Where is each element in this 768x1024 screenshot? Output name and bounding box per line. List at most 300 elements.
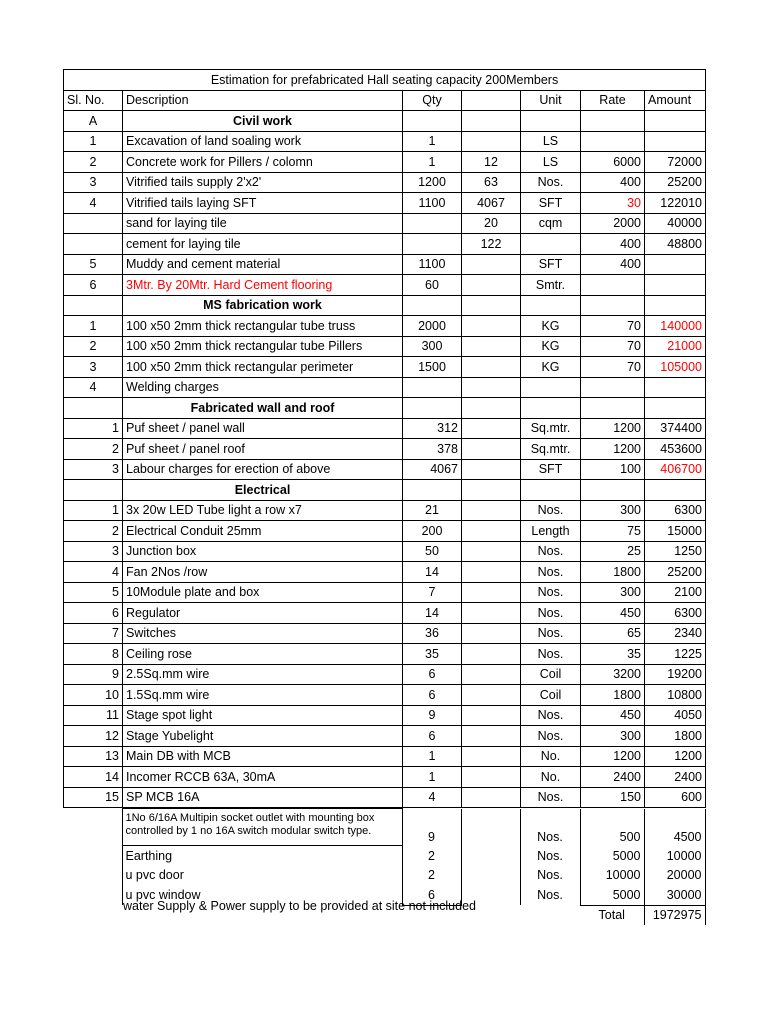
item-row: [64, 603, 706, 624]
row-unit: Nos.: [521, 562, 581, 583]
empty-cell: [581, 295, 645, 316]
row-unit: Nos.: [521, 172, 581, 193]
item-row: [64, 172, 706, 193]
row-extra-qty: [462, 664, 521, 685]
section-row: [64, 480, 706, 501]
row-unit: Nos.: [521, 705, 581, 726]
row-sl-no: 1: [64, 316, 123, 337]
empty-cell: [645, 295, 706, 316]
item-row: [64, 562, 706, 583]
row-unit: SFT: [521, 459, 581, 480]
row-qty: 35: [403, 644, 462, 665]
row-rate: [581, 377, 645, 398]
estimation-sheet: [63, 69, 705, 925]
row-unit: [521, 377, 581, 398]
empty-cell: [462, 398, 521, 419]
row-rate: 400: [581, 172, 645, 193]
row-unit: KG: [521, 336, 581, 357]
row-extra-qty: [462, 439, 521, 460]
section-title: MS fabrication work: [123, 295, 403, 316]
row-extra-qty: 63: [462, 172, 521, 193]
row-rate: 2000: [581, 213, 645, 234]
row-rate: 300: [581, 582, 645, 603]
row-description: Vitrified tails laying SFT: [123, 193, 403, 214]
total-value: 1972975: [644, 905, 705, 925]
row-description: 100 x50 2mm thick rectangular perimeter: [123, 357, 403, 378]
site-note: water Supply & Power supply to be provided at site not included: [123, 899, 476, 913]
row-extra-qty: 20: [462, 213, 521, 234]
empty-cell: [581, 398, 645, 419]
row-description: Welding charges: [123, 377, 403, 398]
row-extra-qty: [462, 787, 521, 808]
row-description: Muddy and cement material: [123, 254, 403, 275]
row-description: Stage Yubelight: [123, 726, 403, 747]
row-extra-qty: [462, 131, 521, 152]
row-description: Earthing: [122, 846, 402, 866]
row-unit: No.: [521, 767, 581, 788]
row-description: 100 x50 2mm thick rectangular tube truss: [123, 316, 403, 337]
row-unit: Smtr.: [521, 275, 581, 296]
row-amount: 2400: [645, 767, 706, 788]
row-qty: 1: [403, 746, 462, 767]
row-description: cement for laying tile: [123, 234, 403, 255]
row-unit: LS: [521, 131, 581, 152]
empty-cell: [645, 398, 706, 419]
row-unit: Nos.: [521, 582, 581, 603]
row-rate: 2400: [581, 767, 645, 788]
row-description: 1No 6/16A Multipin socket outlet with mounting box controlled by 1 no 16A switch modular switch type.: [122, 809, 402, 846]
row-unit: LS: [521, 152, 581, 173]
row-description: Stage spot light: [123, 705, 403, 726]
row-sl-no: 5: [64, 254, 123, 275]
empty-cell: [521, 295, 581, 316]
blank-cell: [63, 905, 122, 925]
section-title: Fabricated wall and roof: [123, 398, 403, 419]
row-qty: [403, 213, 462, 234]
row-sl-no: [64, 234, 123, 255]
item-row: [64, 582, 706, 603]
row-sl-no: 6: [64, 603, 123, 624]
row-rate: 1800: [581, 685, 645, 706]
row-extra-qty: [462, 377, 521, 398]
row-unit: Sq.mtr.: [521, 418, 581, 439]
row-qty: 4: [403, 787, 462, 808]
row-extra-qty: [462, 336, 521, 357]
row-description: 2.5Sq.mm wire: [123, 664, 403, 685]
header-amount: Amount: [645, 90, 706, 111]
row-sl-no: [64, 213, 123, 234]
row-rate: 10000: [580, 866, 644, 886]
row-sl-no: 3: [64, 459, 123, 480]
row-unit: Nos.: [521, 787, 581, 808]
row-unit: Nos.: [521, 644, 581, 665]
title-row: [64, 70, 706, 91]
item-row: [64, 275, 706, 296]
row-description: Electrical Conduit 25mm: [123, 521, 403, 542]
row-description: Switches: [123, 623, 403, 644]
row-unit: Nos.: [520, 846, 580, 866]
row-rate: 70: [581, 336, 645, 357]
row-extra-qty: 4067: [462, 193, 521, 214]
row-amount: 140000: [645, 316, 706, 337]
row-qty: 2: [402, 846, 461, 866]
row-qty: 6: [403, 685, 462, 706]
empty-cell: [521, 398, 581, 419]
row-sl-no: 3: [64, 172, 123, 193]
item-row: [64, 541, 706, 562]
row-amount: 10000: [644, 846, 705, 866]
row-sl-no: 3: [64, 357, 123, 378]
row-rate: 5000: [580, 885, 644, 905]
row-sl-no: 7: [64, 623, 123, 644]
row-amount: 122010: [645, 193, 706, 214]
row-sl-no: 2: [64, 521, 123, 542]
row-extra-qty: [462, 582, 521, 603]
empty-cell: [403, 480, 462, 501]
header-rate: Rate: [581, 90, 645, 111]
empty-cell: [403, 398, 462, 419]
empty-cell: [581, 480, 645, 501]
row-sl-no: 9: [64, 664, 123, 685]
row-amount: 10800: [645, 685, 706, 706]
item-row: [64, 336, 706, 357]
row-extra-qty: 12: [462, 152, 521, 173]
item-row: [64, 459, 706, 480]
row-description: Ceiling rose: [123, 644, 403, 665]
row-description: Vitrified tails supply 2'x2': [123, 172, 403, 193]
row-extra-qty: [462, 603, 521, 624]
header-extra: [462, 90, 521, 111]
blank-cell: [520, 905, 580, 925]
row-description: sand for laying tile: [123, 213, 403, 234]
row-sl-no: 14: [64, 767, 123, 788]
row-qty: 36: [403, 623, 462, 644]
row-amount: 406700: [645, 459, 706, 480]
row-amount: [645, 254, 706, 275]
item-row: [64, 623, 706, 644]
row-qty: 1100: [403, 193, 462, 214]
row-qty: 1100: [403, 254, 462, 275]
row-qty: 6: [403, 664, 462, 685]
row-rate: 400: [581, 254, 645, 275]
item-row: [64, 521, 706, 542]
row-unit: SFT: [521, 193, 581, 214]
estimation-table: [63, 69, 706, 808]
row-amount: 374400: [645, 418, 706, 439]
blank-cell: [63, 866, 122, 886]
header-sl-no: Sl. No.: [64, 90, 123, 111]
empty-cell: [521, 111, 581, 132]
empty-cell: [645, 111, 706, 132]
row-rate: 70: [581, 316, 645, 337]
row-sl-no: 4: [64, 562, 123, 583]
row-unit: Nos.: [521, 623, 581, 644]
item-row: [64, 787, 706, 808]
empty-cell: [462, 480, 521, 501]
sheet-title: Estimation for prefabricated Hall seating capacity 200Members: [64, 70, 706, 91]
row-sl-no: 10: [64, 685, 123, 706]
row-amount: 19200: [645, 664, 706, 685]
row-description: u pvc door: [122, 866, 402, 886]
row-unit: Nos.: [521, 726, 581, 747]
row-description: Excavation of land soaling work: [123, 131, 403, 152]
row-rate: 300: [581, 726, 645, 747]
row-qty: 60: [403, 275, 462, 296]
row-extra-qty: [461, 809, 520, 846]
row-extra-qty: [462, 275, 521, 296]
row-qty: 6: [403, 726, 462, 747]
row-sl-no: 15: [64, 787, 123, 808]
row-qty: 21: [403, 500, 462, 521]
row-description: Fan 2Nos /row: [123, 562, 403, 583]
row-sl-no: 1: [64, 418, 123, 439]
empty-cell: [403, 111, 462, 132]
row-qty: 1: [403, 152, 462, 173]
row-amount: 6300: [645, 603, 706, 624]
row-extra-qty: [462, 726, 521, 747]
row-extra-qty: [462, 746, 521, 767]
row-extra-qty: [462, 623, 521, 644]
section-title: Electrical: [123, 480, 403, 501]
row-sl-no: 13: [64, 746, 123, 767]
row-rate: 75: [581, 521, 645, 542]
row-unit: Coil: [521, 685, 581, 706]
row-qty: 378: [403, 439, 462, 460]
header-description: Description: [123, 90, 403, 111]
row-amount: 453600: [645, 439, 706, 460]
item-row: [64, 316, 706, 337]
row-qty: 300: [403, 336, 462, 357]
row-qty: 2: [402, 866, 461, 886]
row-qty: 1500: [403, 357, 462, 378]
row-qty: 200: [403, 521, 462, 542]
row-qty: 14: [403, 562, 462, 583]
row-description: 3Mtr. By 20Mtr. Hard Cement flooring: [123, 275, 403, 296]
row-amount: 48800: [645, 234, 706, 255]
row-rate: 35: [581, 644, 645, 665]
row-extra-qty: [462, 459, 521, 480]
empty-cell: [462, 295, 521, 316]
row-qty: 50: [403, 541, 462, 562]
total-label: Total: [580, 905, 644, 925]
row-extra-qty: [462, 685, 521, 706]
item-row: [64, 418, 706, 439]
row-unit: Nos.: [520, 809, 580, 846]
row-rate: 100: [581, 459, 645, 480]
item-row: [64, 357, 706, 378]
row-amount: [645, 377, 706, 398]
item-row: [64, 746, 706, 767]
row-qty: 9: [403, 705, 462, 726]
row-rate: 400: [581, 234, 645, 255]
row-sl-no: 2: [64, 152, 123, 173]
row-sl-no: [64, 480, 123, 501]
row-sl-no: 3: [64, 541, 123, 562]
blank-cell: [63, 846, 122, 866]
row-amount: 25200: [645, 562, 706, 583]
header-qty: Qty: [403, 90, 462, 111]
row-description: 100 x50 2mm thick rectangular tube Pillers: [123, 336, 403, 357]
row-sl-no: 8: [64, 644, 123, 665]
row-rate: 70: [581, 357, 645, 378]
row-sl-no: 12: [64, 726, 123, 747]
row-qty: 312: [403, 418, 462, 439]
row-description: Main DB with MCB: [123, 746, 403, 767]
row-amount: 21000: [645, 336, 706, 357]
row-amount: [645, 131, 706, 152]
row-amount: 4500: [644, 809, 705, 846]
row-rate: 1800: [581, 562, 645, 583]
row-sl-no: 4: [64, 377, 123, 398]
item-row: [64, 193, 706, 214]
row-description: 10Module plate and box: [123, 582, 403, 603]
row-unit: KG: [521, 316, 581, 337]
row-rate: 450: [581, 705, 645, 726]
row-description: Incomer RCCB 63A, 30mA: [123, 767, 403, 788]
row-amount: 15000: [645, 521, 706, 542]
row-rate: [581, 275, 645, 296]
empty-cell: [403, 295, 462, 316]
row-qty: [403, 377, 462, 398]
item-row: [64, 664, 706, 685]
row-rate: 450: [581, 603, 645, 624]
row-amount: 600: [645, 787, 706, 808]
row-description: Junction box: [123, 541, 403, 562]
row-rate: 1200: [581, 439, 645, 460]
row-qty: 7: [403, 582, 462, 603]
item-row: [64, 254, 706, 275]
header-row: [64, 90, 706, 111]
row-amount: 1800: [645, 726, 706, 747]
row-extra-qty: [461, 846, 520, 866]
row-amount: 1200: [645, 746, 706, 767]
row-amount: 72000: [645, 152, 706, 173]
blank-cell: [63, 885, 122, 905]
row-sl-no: 2: [64, 336, 123, 357]
row-rate: [581, 131, 645, 152]
row-extra-qty: [462, 500, 521, 521]
item-row: [64, 234, 706, 255]
row-description: 3x 20w LED Tube light a row x7: [123, 500, 403, 521]
row-sl-no: 2: [64, 439, 123, 460]
row-rate: 1200: [581, 746, 645, 767]
row-amount: 2100: [645, 582, 706, 603]
row-amount: 20000: [644, 866, 705, 886]
row-rate: 5000: [580, 846, 644, 866]
row-description: Regulator: [123, 603, 403, 624]
item-row: [64, 152, 706, 173]
section-title: Civil work: [123, 111, 403, 132]
row-unit: Nos.: [521, 541, 581, 562]
item-row: [64, 500, 706, 521]
row-unit: No.: [521, 746, 581, 767]
row-sl-no: 1: [64, 500, 123, 521]
empty-cell: [581, 111, 645, 132]
row-qty: 1: [403, 131, 462, 152]
row-extra-qty: [462, 418, 521, 439]
row-amount: 6300: [645, 500, 706, 521]
row-amount: 105000: [645, 357, 706, 378]
row-qty: 4067: [403, 459, 462, 480]
item-row: [64, 685, 706, 706]
row-unit: Sq.mtr.: [521, 439, 581, 460]
row-rate: 150: [581, 787, 645, 808]
row-sl-no: [64, 295, 123, 316]
row-sl-no: 1: [64, 131, 123, 152]
row-unit: Nos.: [521, 500, 581, 521]
row-sl-no: 6: [64, 275, 123, 296]
row-unit: KG: [521, 357, 581, 378]
row-description: u pvc window: [122, 885, 402, 905]
item-row: [64, 213, 706, 234]
extra-item-row: [63, 809, 705, 846]
row-rate: 1200: [581, 418, 645, 439]
row-description: Puf sheet / panel roof: [123, 439, 403, 460]
row-amount: 1225: [645, 644, 706, 665]
blank-cell: [63, 809, 122, 846]
row-unit: Coil: [521, 664, 581, 685]
row-rate: 25: [581, 541, 645, 562]
row-qty: 1: [403, 767, 462, 788]
row-unit: Nos.: [520, 885, 580, 905]
section-row: [64, 295, 706, 316]
row-qty: 9: [402, 809, 461, 846]
row-sl-no: 11: [64, 705, 123, 726]
row-amount: 4050: [645, 705, 706, 726]
row-extra-qty: [462, 767, 521, 788]
row-extra-qty: [462, 562, 521, 583]
row-unit: [521, 234, 581, 255]
row-qty: [403, 234, 462, 255]
empty-cell: [645, 480, 706, 501]
row-sl-no: A: [64, 111, 123, 132]
row-description: Concrete work for Pillers / colomn: [123, 152, 403, 173]
row-amount: 30000: [644, 885, 705, 905]
item-row: [64, 726, 706, 747]
row-qty: 14: [403, 603, 462, 624]
item-row: [64, 644, 706, 665]
row-amount: 25200: [645, 172, 706, 193]
row-qty: 6: [402, 885, 461, 905]
item-row: [64, 131, 706, 152]
row-description: Puf sheet / panel wall: [123, 418, 403, 439]
row-amount: 40000: [645, 213, 706, 234]
row-unit: SFT: [521, 254, 581, 275]
row-unit: cqm: [521, 213, 581, 234]
row-extra-qty: 122: [462, 234, 521, 255]
row-unit: Nos.: [520, 866, 580, 886]
row-extra-qty: [462, 521, 521, 542]
row-sl-no: 4: [64, 193, 123, 214]
item-row: [64, 439, 706, 460]
row-rate: 65: [581, 623, 645, 644]
row-extra-qty: [462, 541, 521, 562]
row-extra-qty: [462, 644, 521, 665]
empty-cell: [462, 111, 521, 132]
row-unit: Length: [521, 521, 581, 542]
row-rate: 6000: [581, 152, 645, 173]
item-row: [64, 767, 706, 788]
row-description: Labour charges for erection of above: [123, 459, 403, 480]
row-sl-no: 5: [64, 582, 123, 603]
row-extra-qty: [462, 316, 521, 337]
extra-item-row: [63, 846, 705, 866]
section-row: [64, 398, 706, 419]
row-rate: 300: [581, 500, 645, 521]
row-sl-no: [64, 398, 123, 419]
row-extra-qty: [461, 866, 520, 886]
row-rate: 3200: [581, 664, 645, 685]
